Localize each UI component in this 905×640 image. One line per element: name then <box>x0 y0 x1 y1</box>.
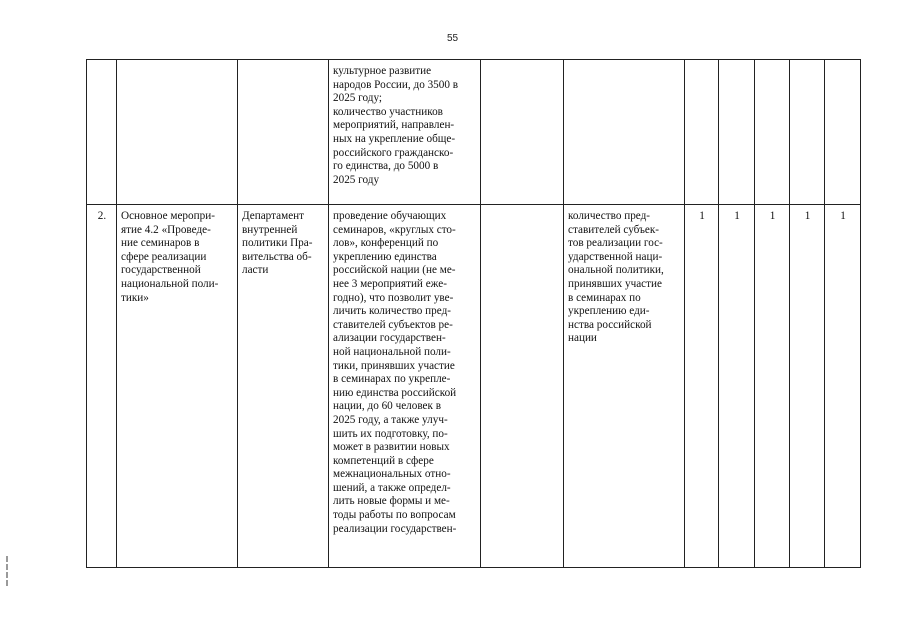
empty-cell <box>481 60 564 205</box>
value-cell-5: 1 <box>825 205 861 568</box>
description-cell: проведение обучающих семинаров, «круглых сто- лов», конференций по укреплению единства российской нации (не ме- нее 3 мероприятий еже- годно), что позволит уве- личить количество пред- ставителей субъектов ре- ализации государствен- ной национальной поли- тики, принявших участие в семинарах по укрепле- нию единства российской нации, до 60 человек в 2025 году, а также улуч- шить их подготовку, по- может в развитии новых компетенций в сфере межнациональных отно- шений, а также определ- лить новые формы и ме- тоды работы по вопросам реализации государствен- <box>329 205 481 568</box>
value-cell-2 <box>719 60 755 205</box>
description-cell: культурное развитие народов России, до 3500 в 2025 году; количество участников мероприятий, направлен- ных на укрепление обще- российского гражданско- го единства, до 5000 в 2025 году <box>329 60 481 205</box>
value-cell-1 <box>685 60 719 205</box>
indicator-cell: количество пред- ставителей субъек- тов реализации гос- ударственной наци- ональной политики, принявших участие в семинарах по укреплению еди- нства российской нации <box>564 205 685 568</box>
row-number-cell <box>87 60 117 205</box>
table-row <box>87 60 861 205</box>
scan-edge-mark <box>6 556 11 586</box>
executor-cell <box>238 60 329 205</box>
executor-cell: Департамент внутренней политики Пра- вительства об- ласти <box>238 205 329 568</box>
empty-cell <box>481 205 564 568</box>
table-row <box>87 205 861 568</box>
value-cell-5 <box>825 60 861 205</box>
value-cell-4 <box>790 60 825 205</box>
value-cell-4: 1 <box>790 205 825 568</box>
value-cell-3 <box>755 60 790 205</box>
page-number: 55 <box>446 33 459 44</box>
value-cell-3: 1 <box>755 205 790 568</box>
indicator-cell <box>564 60 685 205</box>
row-number-cell: 2. <box>87 205 117 568</box>
measure-cell: Основное меропри- ятие 4.2 «Проведе- ние семинаров в сфере реализации государственной национальной поли- тики» <box>117 205 238 568</box>
measure-cell <box>117 60 238 205</box>
value-cell-2: 1 <box>719 205 755 568</box>
program-table <box>86 59 861 568</box>
value-cell-1: 1 <box>685 205 719 568</box>
